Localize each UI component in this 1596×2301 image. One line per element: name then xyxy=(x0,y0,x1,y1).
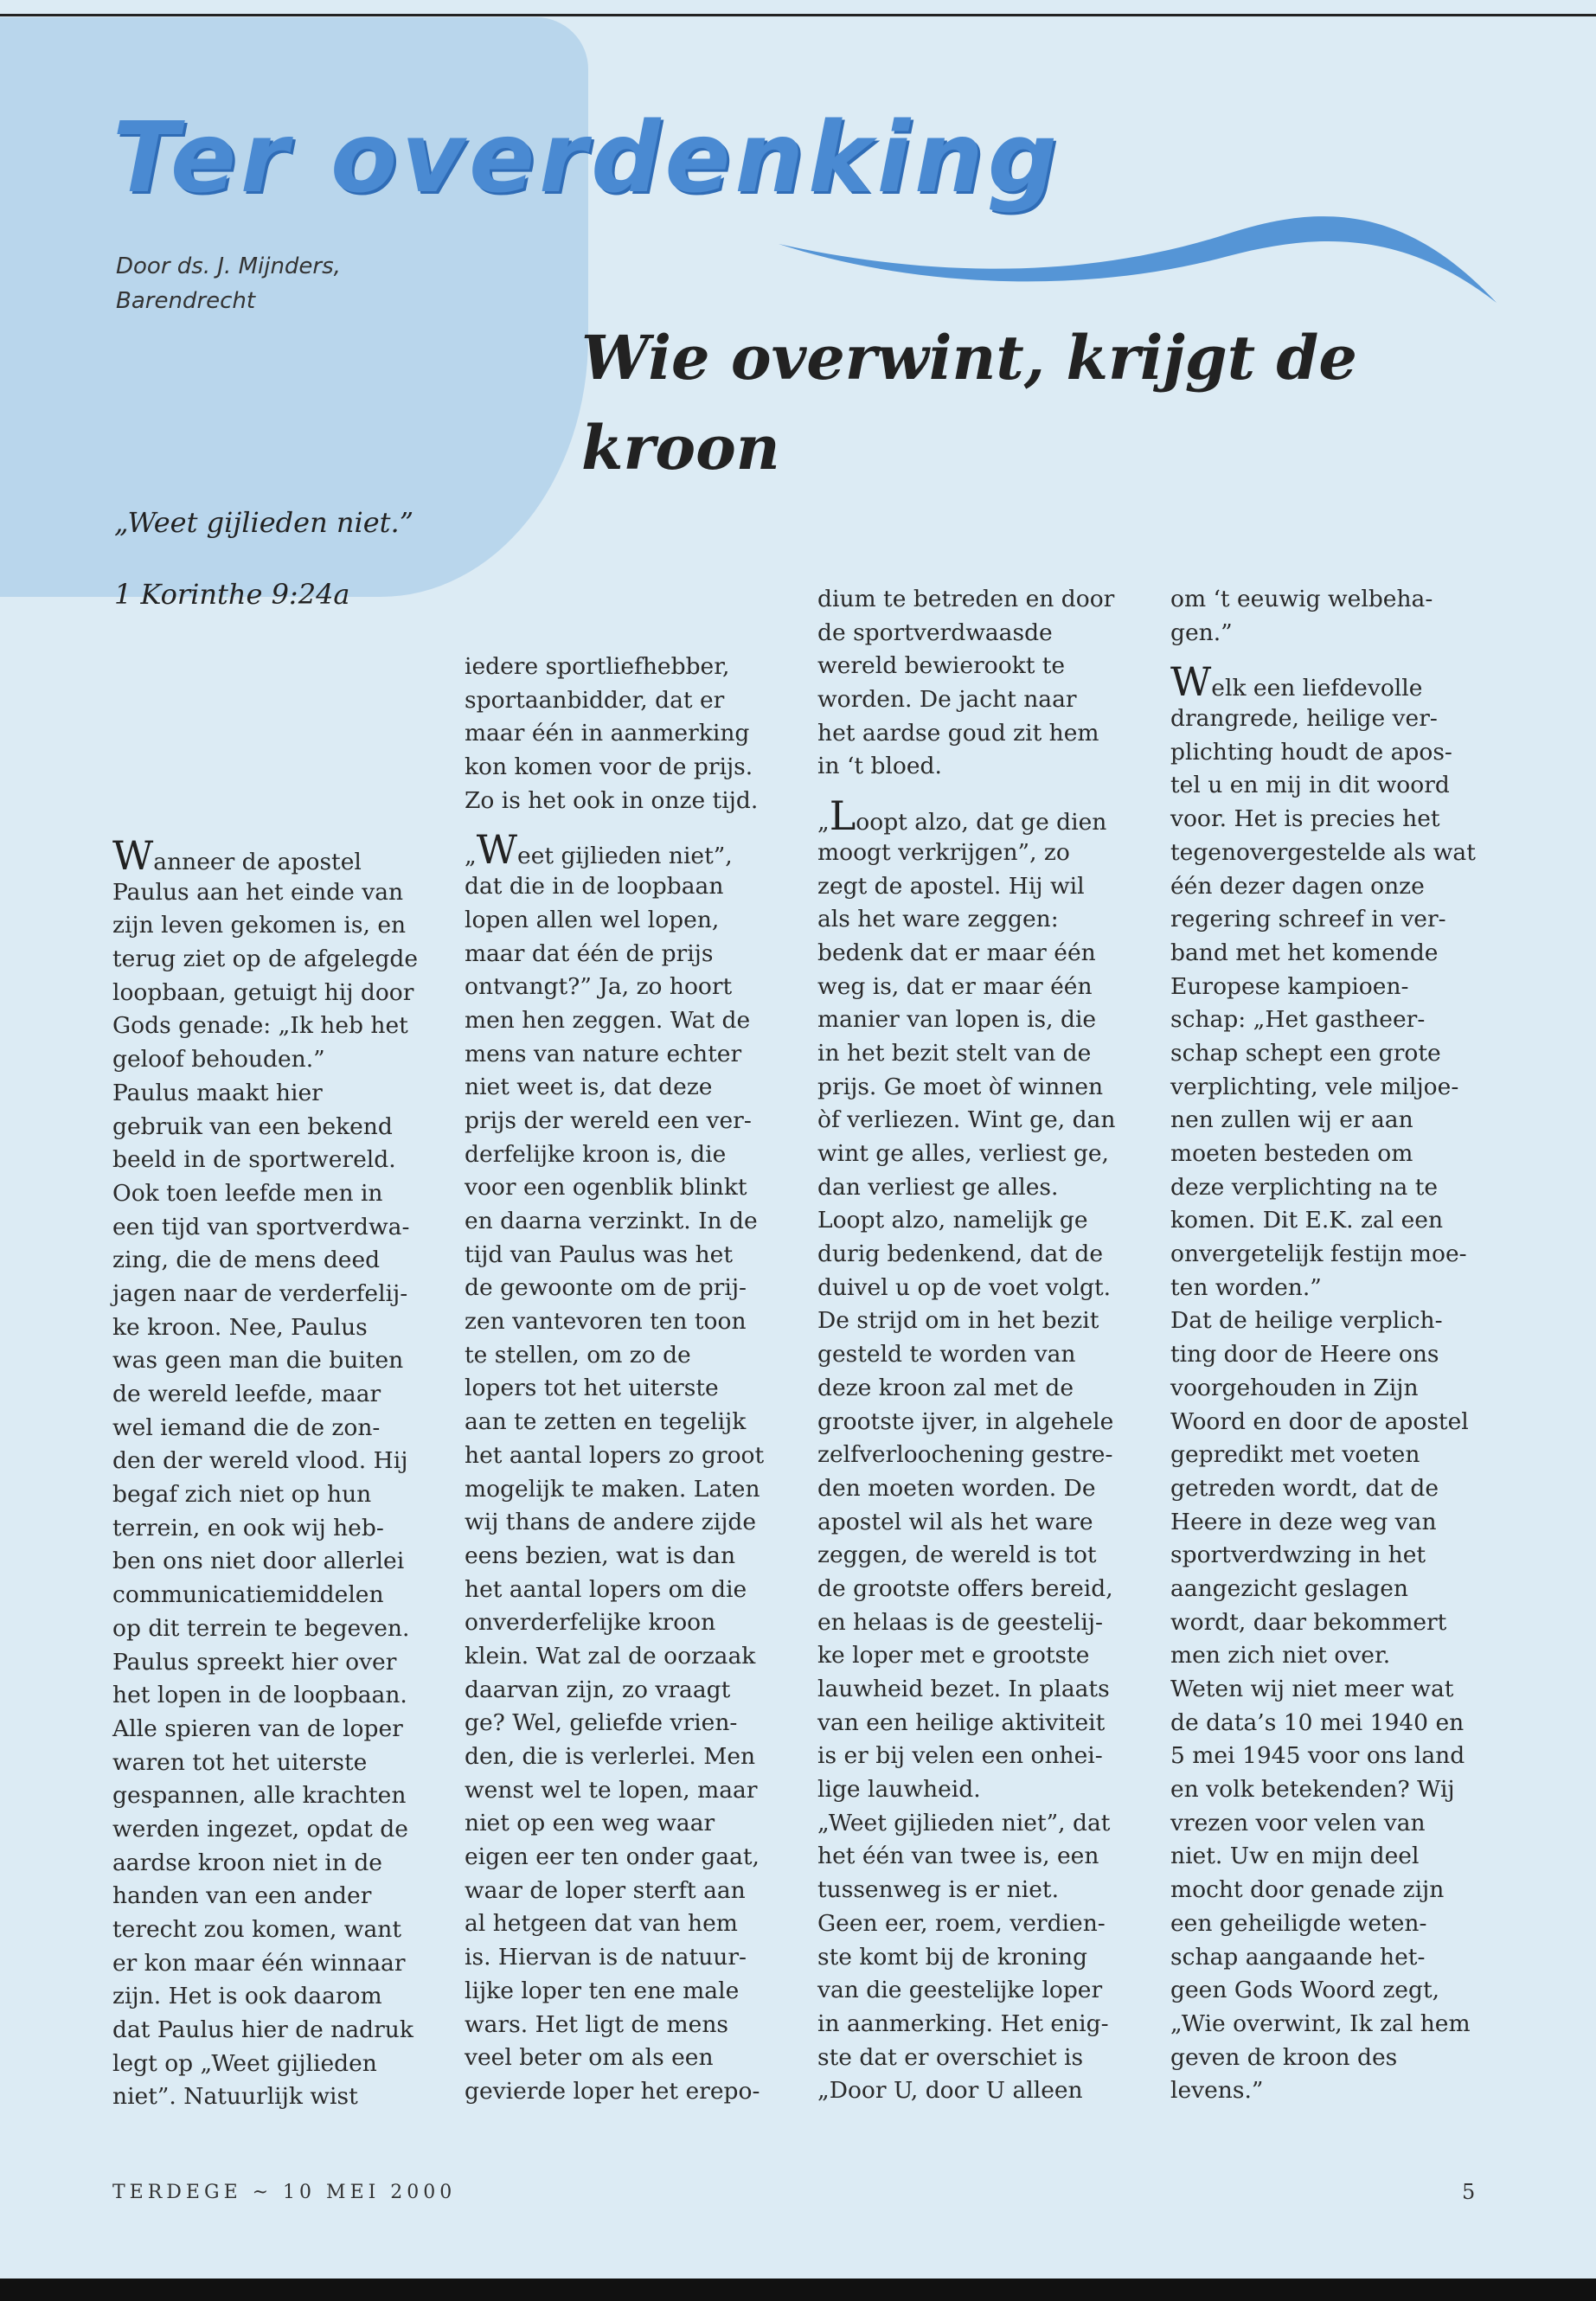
text-line: gevierde loper het erepo- xyxy=(465,2077,760,2105)
text-line: Europese kampioen- xyxy=(1170,972,1409,1000)
text-line: den der wereld vlood. Hij xyxy=(112,1447,408,1475)
text-line: en daarna verzinkt. In de xyxy=(465,1208,758,1234)
text-line: voor een ogenblik blinkt xyxy=(465,1174,747,1202)
text-line: voor. Het is precies het xyxy=(1170,805,1440,833)
text-line: ste komt bij de kroning xyxy=(817,1943,1087,1971)
text-line: sportverdwzing in het xyxy=(1170,1541,1426,1569)
text-line: lauwheid bezet. In plaats xyxy=(817,1676,1110,1702)
text-line: Zo is het ook in onze tijd. xyxy=(465,786,759,814)
opening-quote-mark: „ xyxy=(465,843,477,870)
text-line: een tijd van sportverdwa- xyxy=(112,1213,410,1240)
text-line: en helaas is de geestelij- xyxy=(817,1608,1103,1636)
text-line: onverderfelijke kroon xyxy=(465,1609,716,1637)
text-line: wars. Het ligt de mens xyxy=(465,2010,728,2038)
text-line: ontvangt?” Ja, zo hoort xyxy=(465,973,733,1001)
text-line: schap: „Het gastheer- xyxy=(1170,1006,1426,1034)
text-line: duivel u op de voet volgt. xyxy=(817,1273,1112,1301)
text-line: wenst wel te lopen, maar xyxy=(465,1776,758,1804)
text-line: mogelijk te maken. Laten xyxy=(465,1475,760,1503)
text-line: jagen naar de verderfelij- xyxy=(112,1279,408,1307)
text-line: beeld in de sportwereld. xyxy=(112,1146,396,1174)
text-line: van die geestelijke loper xyxy=(817,1977,1103,2004)
text-line: deze verplichting na te xyxy=(1170,1173,1439,1201)
text-line: zeggen, de wereld is tot xyxy=(817,1541,1097,1569)
text-line: kon komen voor de prijs. xyxy=(465,753,753,781)
text-line: er kon maar één winnaar xyxy=(112,1949,406,1977)
text-line: zelfverloochening gestre- xyxy=(817,1441,1113,1469)
text-line: niet op een weg waar xyxy=(465,1810,715,1837)
drop-cap: W xyxy=(112,832,154,879)
text-line: het aantal lopers om die xyxy=(465,1575,747,1603)
text-line: zegt de apostel. Hij wil xyxy=(817,872,1085,900)
text-line-rest: oopt alzo, dat ge dien xyxy=(856,809,1107,836)
text-line: in aanmerking. Het enig- xyxy=(817,2009,1109,2037)
text-line: bedenk dat er maar één xyxy=(817,939,1096,966)
text-line: grootste ijver, in algehele xyxy=(817,1407,1114,1435)
footer-publication: TERDEGE ~ 10 MEI 2000 xyxy=(112,2182,457,2203)
text-line-rest: anneer de apostel xyxy=(153,849,362,875)
text-line: is. Hiervan is de natuur- xyxy=(465,1944,747,1971)
text-line: is er bij velen een onhei- xyxy=(817,1742,1103,1770)
text-line: ke kroon. Nee, Paulus xyxy=(112,1313,368,1341)
text-line: geen Gods Woord zegt, xyxy=(1170,1977,1440,2004)
text-line: komen. Dit E.K. zal een xyxy=(1170,1207,1444,1234)
text-line: was geen man die buiten xyxy=(112,1347,404,1375)
text-line: eigen eer ten onder gaat, xyxy=(465,1843,760,1871)
section-title: Ter overdenking xyxy=(112,102,1061,215)
text-line: wereld bewierookt te xyxy=(817,652,1066,680)
text-line: levens.” xyxy=(1170,2077,1264,2105)
text-line: Ook toen leefde men in xyxy=(112,1179,383,1207)
text-line: iedere sportliefhebber, xyxy=(465,653,730,680)
text-line: Alle spieren van de loper xyxy=(112,1715,403,1742)
text-line: aan te zetten en tegelijk xyxy=(465,1408,747,1436)
text-line: „Weet gijlieden niet”, dat xyxy=(817,1809,1111,1836)
text-line: maar één in aanmerking xyxy=(465,720,750,747)
bottom-border xyxy=(0,2279,1596,2301)
text-line: mocht door genade zijn xyxy=(1170,1876,1445,1904)
text-line: sportaanbidder, dat er xyxy=(465,686,725,714)
text-line: gepredikt met voeten xyxy=(1170,1441,1420,1469)
text-line: Paulus spreekt hier over xyxy=(112,1648,397,1676)
text-line: de sportverdwaasde xyxy=(817,619,1053,646)
text-line: worden. De jacht naar xyxy=(817,686,1077,714)
text-line: 5 mei 1945 voor ons land xyxy=(1170,1742,1465,1770)
page-number: 5 xyxy=(1462,2180,1476,2204)
text-line: dat Paulus hier de nadruk xyxy=(112,2016,413,2044)
text-line: in het bezit stelt van de xyxy=(817,1039,1092,1067)
text-line: het aardse goud zit hem xyxy=(817,719,1099,747)
text-line: durig bedenkend, dat de xyxy=(817,1240,1104,1268)
text-line: ke loper met e grootste xyxy=(817,1642,1090,1670)
text-line: het één van twee is, een xyxy=(817,1843,1099,1870)
text-line: lige lauwheid. xyxy=(817,1776,981,1804)
text-line: Loopt alzo, namelijk ge xyxy=(817,1207,1088,1234)
text-line: ben ons niet door allerlei xyxy=(112,1548,405,1575)
text-line: schap aangaande het- xyxy=(1170,1943,1426,1971)
text-line: maar dat één de prijs xyxy=(465,939,714,967)
text-line: klein. Wat zal de oorzaak xyxy=(465,1642,756,1670)
text-line: apostel wil als het ware xyxy=(817,1508,1093,1535)
text-line: ting door de Heere ons xyxy=(1170,1341,1439,1368)
opening-quote-mark: „ xyxy=(817,809,830,836)
text-line: band met het komende xyxy=(1170,939,1439,966)
text-line: aardse kroon niet in de xyxy=(112,1849,382,1876)
text-line: van een heilige aktiviteit xyxy=(817,1708,1106,1736)
text-line: te stellen, om zo de xyxy=(465,1341,691,1368)
text-line: onvergetelijk festijn moe- xyxy=(1170,1240,1467,1268)
text-line: niet”. Natuurlijk wist xyxy=(112,2083,358,2111)
text-line: moeten besteden om xyxy=(1170,1140,1413,1167)
text-line: een geheiligde weten- xyxy=(1170,1909,1427,1937)
text-line: al hetgeen dat van hem xyxy=(465,1910,738,1938)
text-line: men hen zeggen. Wat de xyxy=(465,1006,751,1034)
text-line xyxy=(1170,658,1482,706)
text-line: de grootste offers bereid, xyxy=(817,1574,1113,1602)
text-line: prijs. Ge moet òf winnen xyxy=(817,1073,1104,1100)
article-title: Wie overwint, krijgt de kroon xyxy=(581,322,1357,484)
text-line: Heere in deze weg van xyxy=(1170,1508,1437,1535)
text-line: den moeten worden. De xyxy=(817,1474,1096,1502)
text-line: vrezen voor velen van xyxy=(1170,1809,1426,1836)
text-line: verplichting, vele miljoe- xyxy=(1170,1073,1459,1100)
text-line: tijd van Paulus was het xyxy=(465,1240,733,1268)
text-line: Geen eer, roem, verdien- xyxy=(817,1909,1106,1937)
scripture-quote: „Weet gijlieden niet.” xyxy=(114,506,414,539)
text-line: eens bezien, wat is dan xyxy=(465,1541,736,1569)
text-line: geloof behouden.” xyxy=(112,1046,325,1074)
text-line: zijn. Het is ook daarom xyxy=(112,1983,382,2010)
text-line: waar de loper sterft aan xyxy=(465,1876,746,1904)
text-line: in ‘t bloed. xyxy=(817,753,942,780)
text-line: ge? Wel, geliefde vrien- xyxy=(465,1709,738,1737)
drop-cap: W xyxy=(1170,658,1212,706)
text-line: handen van een ander xyxy=(112,1882,372,1910)
text-line: deze kroon zal met de xyxy=(817,1374,1074,1401)
text-column-1 xyxy=(112,832,424,2114)
text-line: derfelijke kroon is, die xyxy=(465,1140,727,1168)
text-line: prijs der wereld een ver- xyxy=(465,1106,752,1134)
text-line: moogt verkrijgen”, zo xyxy=(817,838,1070,866)
text-line: ten worden.” xyxy=(1170,1273,1322,1301)
text-line: Weten wij niet meer wat xyxy=(1170,1676,1454,1702)
text-line: wint ge alles, verliest ge, xyxy=(817,1140,1109,1167)
text-line: getreden wordt, dat de xyxy=(1170,1474,1439,1502)
text-line: en volk betekenden? Wij xyxy=(1170,1776,1455,1804)
text-line: loopbaan, getuigt hij door xyxy=(112,978,414,1006)
drop-cap: W xyxy=(476,826,518,874)
text-line xyxy=(465,826,776,874)
text-line: legt op „Weet gijlieden xyxy=(112,2049,377,2077)
drop-cap: L xyxy=(829,792,856,840)
text-line: één dezer dagen onze xyxy=(1170,872,1425,900)
text-line: Paulus maakt hier xyxy=(112,1079,323,1106)
text-line: terug ziet op de afgelegde xyxy=(112,945,419,973)
text-line: lijke loper ten ene male xyxy=(465,1977,740,2004)
text-line: waren tot het uiterste xyxy=(112,1748,368,1776)
text-line: „Door U, door U alleen xyxy=(817,2077,1083,2105)
text-line: manier van lopen is, die xyxy=(817,1006,1097,1034)
text-line: geven de kroon des xyxy=(1170,2043,1398,2071)
text-line: daarvan zijn, zo vraagt xyxy=(465,1676,731,1703)
text-line: Paulus aan het einde van xyxy=(112,878,404,906)
text-line: niet. Uw en mijn deel xyxy=(1170,1843,1420,1870)
text-line: zijn leven gekomen is, en xyxy=(112,912,407,939)
scripture-reference: 1 Korinthe 9:24a xyxy=(114,578,350,611)
text-line: gespannen, alle krachten xyxy=(112,1782,407,1810)
text-line: nen zullen wij er aan xyxy=(1170,1106,1413,1134)
text-line: mens van nature echter xyxy=(465,1040,742,1067)
text-line: veel beter om als een xyxy=(465,2044,714,2072)
text-line: regering schreef in ver- xyxy=(1170,906,1446,933)
text-line: gen.” xyxy=(1170,619,1233,646)
text-line-rest: elk een liefdevolle xyxy=(1211,675,1423,702)
text-line: voorgehouden in Zijn xyxy=(1170,1374,1419,1401)
text-line: ste dat er overschiet is xyxy=(817,2043,1084,2071)
text-line xyxy=(817,792,1129,840)
text-line: „Wie overwint, Ik zal hem xyxy=(1170,2009,1471,2037)
text-line: gesteld te worden van xyxy=(817,1341,1076,1368)
text-line: de data’s 10 mei 1940 en xyxy=(1170,1708,1465,1736)
text-line: lopen allen wel lopen, xyxy=(465,906,720,933)
text-column-2 xyxy=(465,651,776,2109)
author-byline: Door ds. J. Mijnders, Barendrecht xyxy=(116,253,341,314)
text-line: communicatiemiddelen xyxy=(112,1581,384,1609)
text-column-4 xyxy=(1170,583,1482,2108)
text-line: aangezicht geslagen xyxy=(1170,1574,1408,1602)
text-line: terecht zou komen, want xyxy=(112,1916,402,1943)
text-line: schap schept een grote xyxy=(1170,1039,1441,1067)
text-line: dan verliest ge alles. xyxy=(817,1173,1059,1201)
text-line: de gewoonte om de prij- xyxy=(465,1274,747,1302)
text-line-rest: eet gijlieden niet”, xyxy=(517,843,733,870)
text-line: den, die is verlerlei. Men xyxy=(465,1743,756,1770)
text-line: gebruik van een bekend xyxy=(112,1112,393,1140)
text-line: het aantal lopers zo groot xyxy=(465,1441,765,1469)
text-line: dat die in de loopbaan xyxy=(465,873,724,901)
text-line: niet weet is, dat deze xyxy=(465,1074,713,1101)
text-line xyxy=(112,832,424,879)
text-line: drangrede, heilige ver- xyxy=(1170,705,1438,733)
text-line: het lopen in de loopbaan. xyxy=(112,1682,407,1709)
text-line: tegenovergestelde als wat xyxy=(1170,838,1476,866)
text-line: lopers tot het uiterste xyxy=(465,1375,719,1402)
text-line: zing, die de mens deed xyxy=(112,1247,381,1274)
top-border xyxy=(0,14,1596,16)
text-line: terrein, en ook wij heb- xyxy=(112,1514,384,1541)
text-line: weg is, dat er maar één xyxy=(817,972,1093,1000)
text-line: wij thans de andere zijde xyxy=(465,1509,757,1536)
text-line: om ‘t eeuwig welbeha- xyxy=(1170,586,1433,612)
text-line: De strijd om in het bezit xyxy=(817,1307,1099,1335)
text-line: tel u en mij in dit woord xyxy=(1170,772,1450,799)
text-line: òf verliezen. Wint ge, dan xyxy=(817,1106,1116,1134)
text-line: Woord en door de apostel xyxy=(1170,1407,1469,1435)
text-line: Gods genade: „Ik heb het xyxy=(112,1012,408,1040)
text-line: wordt, daar bekommert xyxy=(1170,1608,1447,1636)
text-line: begaf zich niet op hun xyxy=(112,1481,372,1509)
text-line: dium te betreden en door xyxy=(817,586,1115,612)
text-line: plichting houdt de apos- xyxy=(1170,738,1452,766)
text-line: zen vantevoren ten toon xyxy=(465,1308,747,1336)
text-line: men zich niet over. xyxy=(1170,1642,1391,1670)
wave-decoration xyxy=(779,199,1497,320)
text-line: op dit terrein te begeven. xyxy=(112,1614,410,1642)
text-line: als het ware zeggen: xyxy=(817,906,1059,933)
text-column-3 xyxy=(817,583,1129,2108)
text-line: wel iemand die de zon- xyxy=(112,1413,381,1441)
text-line: tussenweg is er niet. xyxy=(817,1876,1059,1904)
text-line: Dat de heilige verplich- xyxy=(1170,1307,1443,1335)
text-line: werden ingezet, opdat de xyxy=(112,1815,408,1843)
text-line: de wereld leefde, maar xyxy=(112,1381,381,1407)
